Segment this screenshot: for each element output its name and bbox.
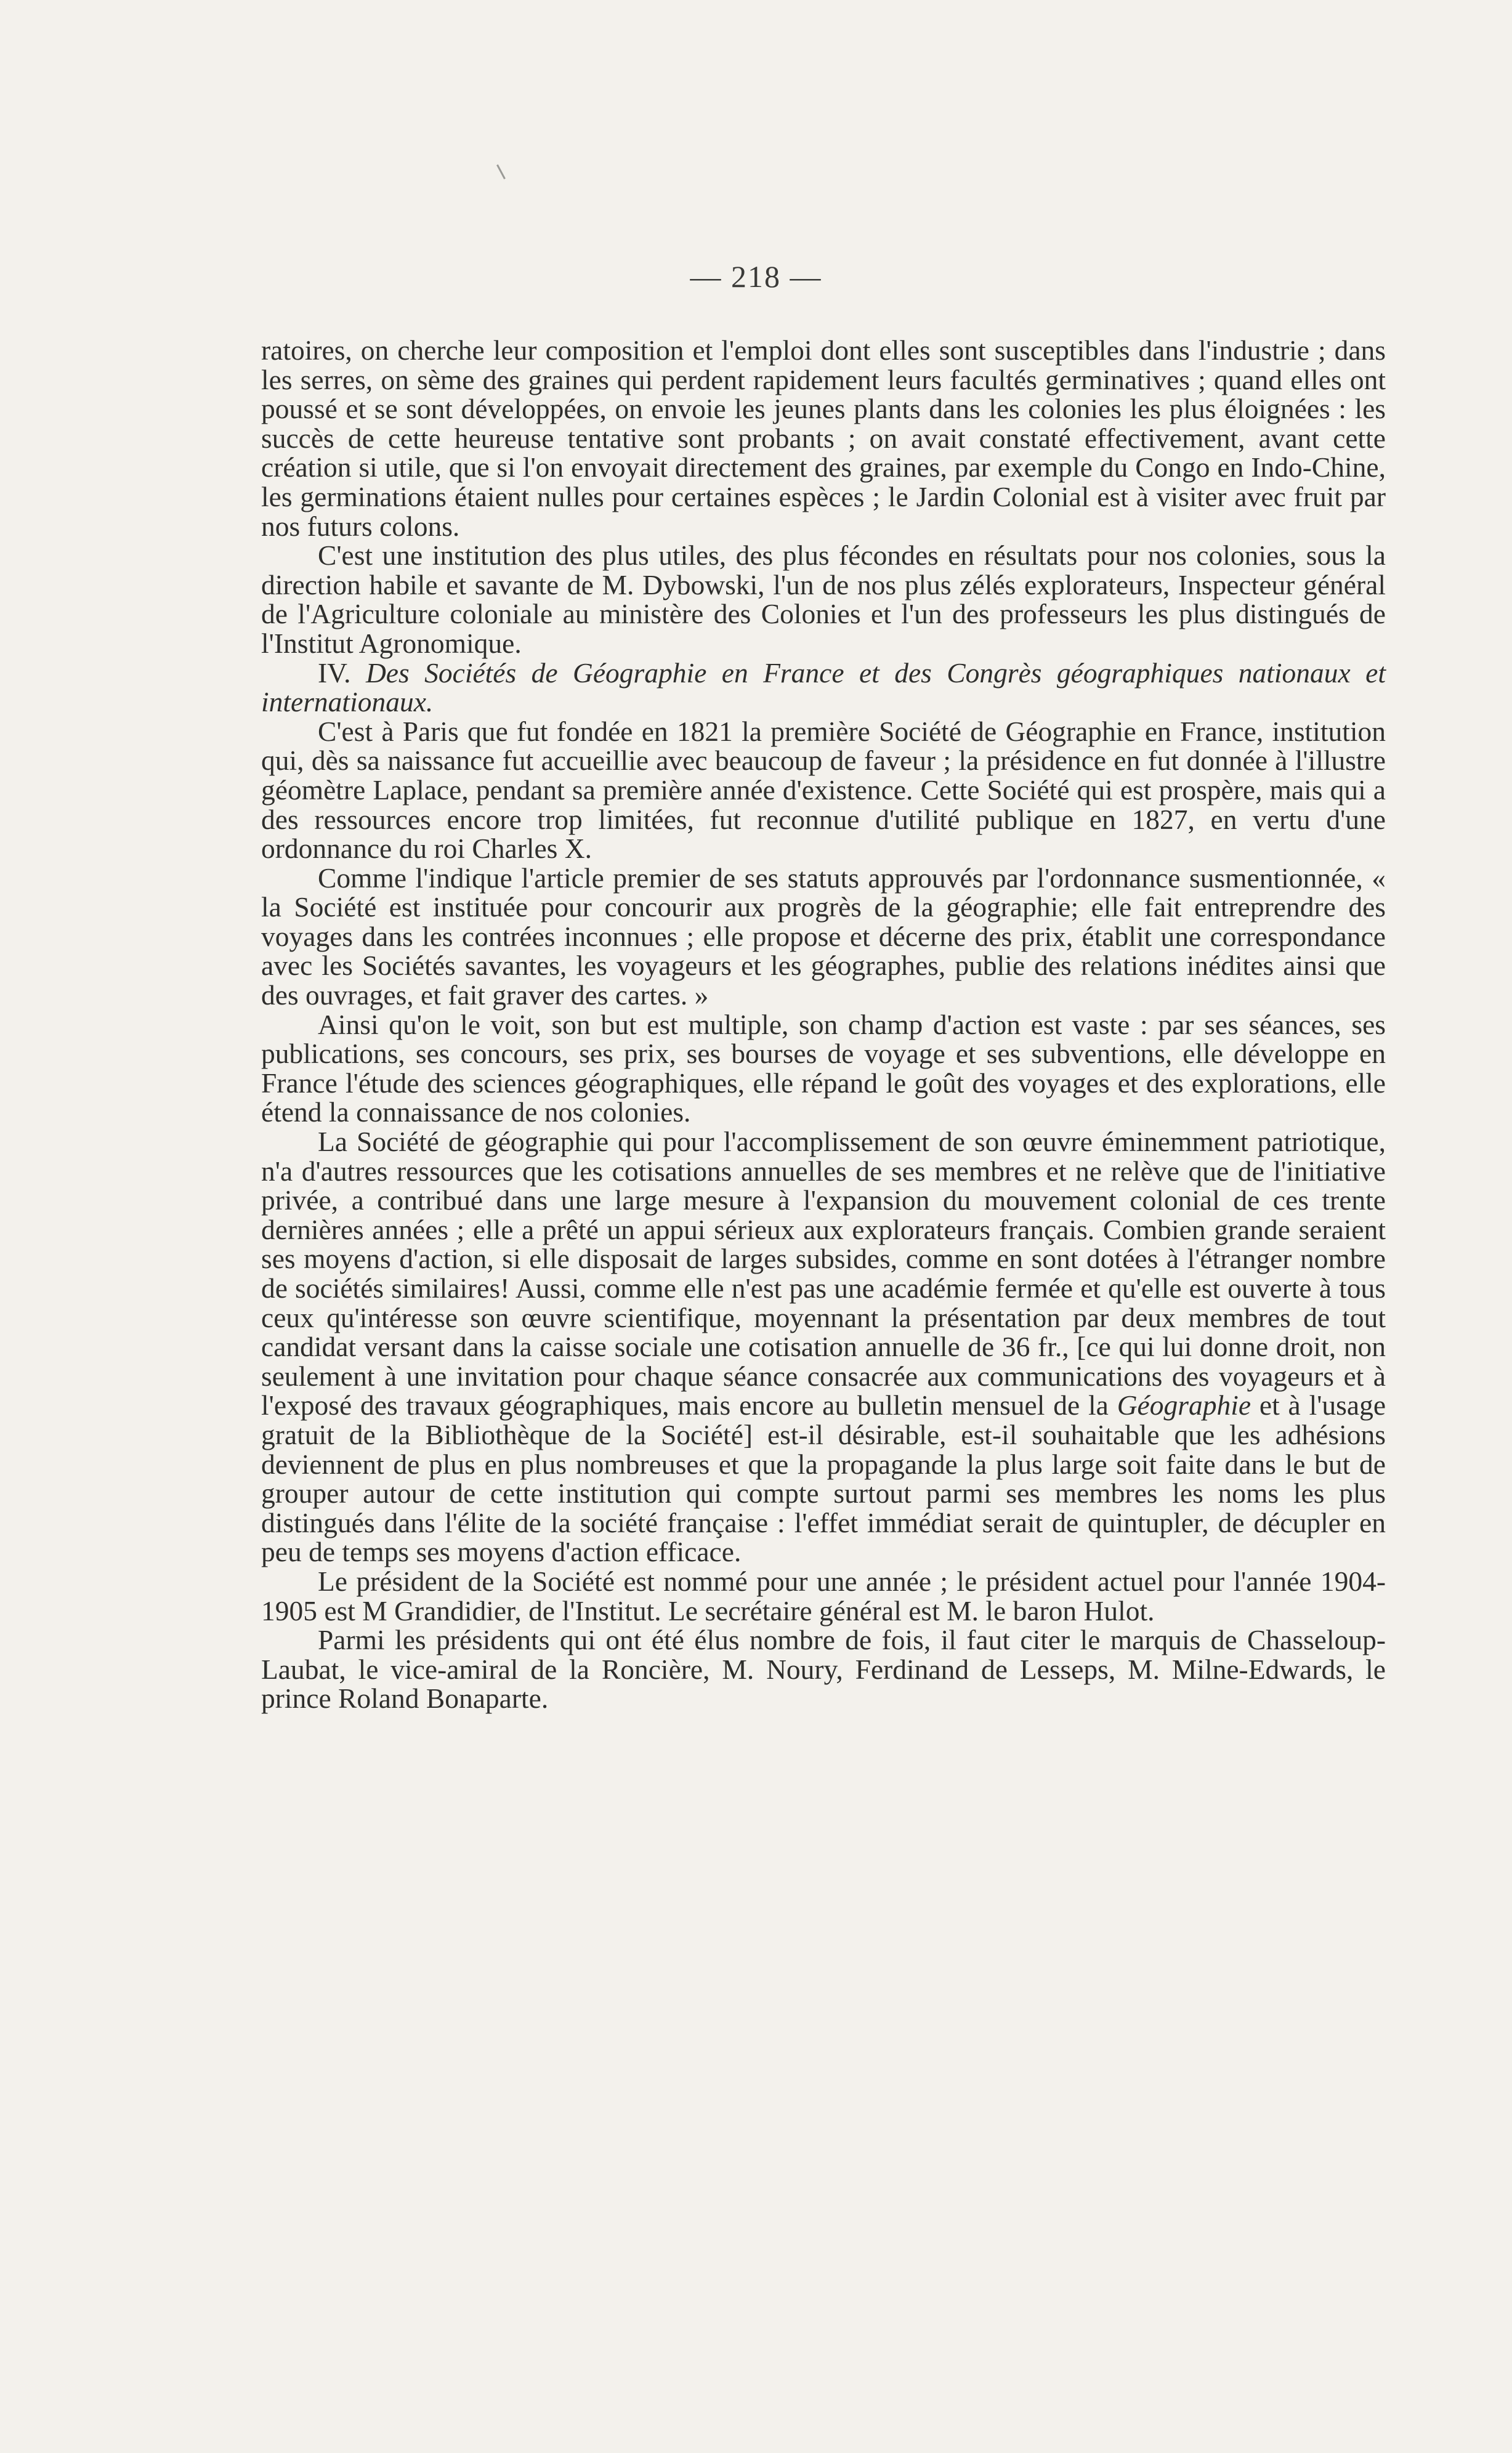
section-title: Des Sociétés de Géographie en France et des Congrès géographiques nationaux et internationaux. [261, 657, 1386, 718]
paragraph-ressources-part2: et à l'usage gratuit de la Bibliothèque de la Société] est-il désirable, est-il souhaitable que les adhésions deviennent de plus en plus nombreuses et que la propagande la plus large soit faite dans le but de grouper autour de cette institution qui compte surtout parmi ses membres les noms les plus distingués dans l'élite de la société française : l'effet immédiat serait de quintupler, de décupler en peu de temps ses moyens d'action efficace. [261, 1389, 1386, 1568]
paragraph-ressources [261, 1127, 1386, 1567]
paragraph-institution: C'est une institution des plus utiles, des plus fécondes en résultats pour nos colonies, sous la direction habile et savante de M. Dybowski, l'un de nos plus zélés explorateurs, Inspecteur général de l'Agriculture coloniale au ministère des Colonies et l'un des professeurs les plus distingués de l'Institut Agronomique. [261, 539, 1386, 659]
page-number: — 218 — [690, 259, 822, 294]
paragraph-ressources-part1: La Société de géographie qui pour l'accomplissement de son œuvre éminemment patriotique, n'a d'autres ressources que les cotisations annuelles de ses membres et ne relève que de l'initiative privée, a contribué dans une large mesure à l'expansion du mouvement colonial de ces trente dernières années ; elle a prêté un appui sérieux aux explorateurs français. Combien grande seraient ses moyens d'action, si elle disposait de larges subsides, comme en sont dotées à l'étranger nombre de sociétés similaires! Aussi, comme elle n'est pas une académie fermée et qu'elle est ouverte à tous ceux qu'intéresse son œuvre scientifique, moyennant la présentation par deux membres de tout candidat versant dans la caisse sociale une cotisation annuelle de 36 fr., [ce qui lui donne droit, non seulement à une invitation pour chaque séance consacrée aux communications des voyageurs et à l'exposé des travaux géographiques, mais encore au bulletin mensuel de la [261, 1126, 1386, 1421]
section-heading [261, 658, 1386, 717]
paragraph-fondation: C'est à Paris que fut fondée en 1821 la première Société de Géographie en France, institution qui, dès sa naissance fut accueillie avec beaucoup de faveur ; la présidence en fut donnée à l'illustre géomètre Laplace, pendant sa première année d'existence. Cette Société qui est prospère, mais qui a des ressources encore trop limitées, fut reconnue d'utilité publique en 1827, en vertu d'une ordonnance du roi Charles X. [261, 715, 1386, 865]
journal-title: Géographie [1117, 1389, 1251, 1421]
paragraph-jardin-colonial: ratoires, on cherche leur composition et l'emploi dont elles sont susceptibles dans l'industrie ; dans les serres, on sème des graines qui perdent rapidement leurs facultés germinatives ; quand elles ont poussé et se sont développées, on envoie les jeunes plants dans les colonies les plus éloignées : les succès de cette heureuse tentative sont probants ; on avait constaté effectivement, avant cette création si utile, que si l'on envoyait directement des graines, par exemple du Congo en Indo-Chine, les germinations étaient nulles pour certaines espèces ; le Jardin Colonial est à visiter avec fruit par nos futurs colons. [261, 334, 1386, 542]
section-number: IV. [318, 657, 351, 689]
paragraph-president: Le président de la Société est nommé pour une année ; le président actuel pour l'année 1904-1905 est M Grandidier, de l'Institut. Le secrétaire général est M. le baron Hulot. [261, 1565, 1386, 1627]
paragraph-but: Ainsi qu'on le voit, son but est multiple, son champ d'action est vaste : par ses séances, ses publications, ses concours, ses prix, ses bourses de voyage et ses subventions, elle développe en France l'étude des sciences géographiques, elle répand le goût des voyages et des explorations, elle étend la connaissance de nos colonies. [261, 1008, 1386, 1128]
body-text [261, 336, 1386, 1713]
paragraph-statuts: Comme l'indique l'article premier de ses statuts approuvés par l'ordonnance susmentionnée, « la Société est instituée pour concourir aux progrès de la géographie; elle fait entreprendre des voyages dans les contrées inconnues ; elle propose et décerne des prix, établit une correspondance avec les Sociétés savantes, les voyageurs et les géographes, publie des relations inédites ainsi que des ouvrages, et fait graver des cartes. » [261, 862, 1386, 1011]
stray-ink-mark [496, 164, 506, 179]
paragraph-presidents-list: Parmi les présidents qui ont été élus nombre de fois, il faut citer le marquis de Chasseloup-Laubat, le vice-amiral de la Roncière, M. Noury, Ferdinand de Lesseps, M. Milne-Edwards, le prince Roland Bonaparte. [261, 1624, 1386, 1715]
